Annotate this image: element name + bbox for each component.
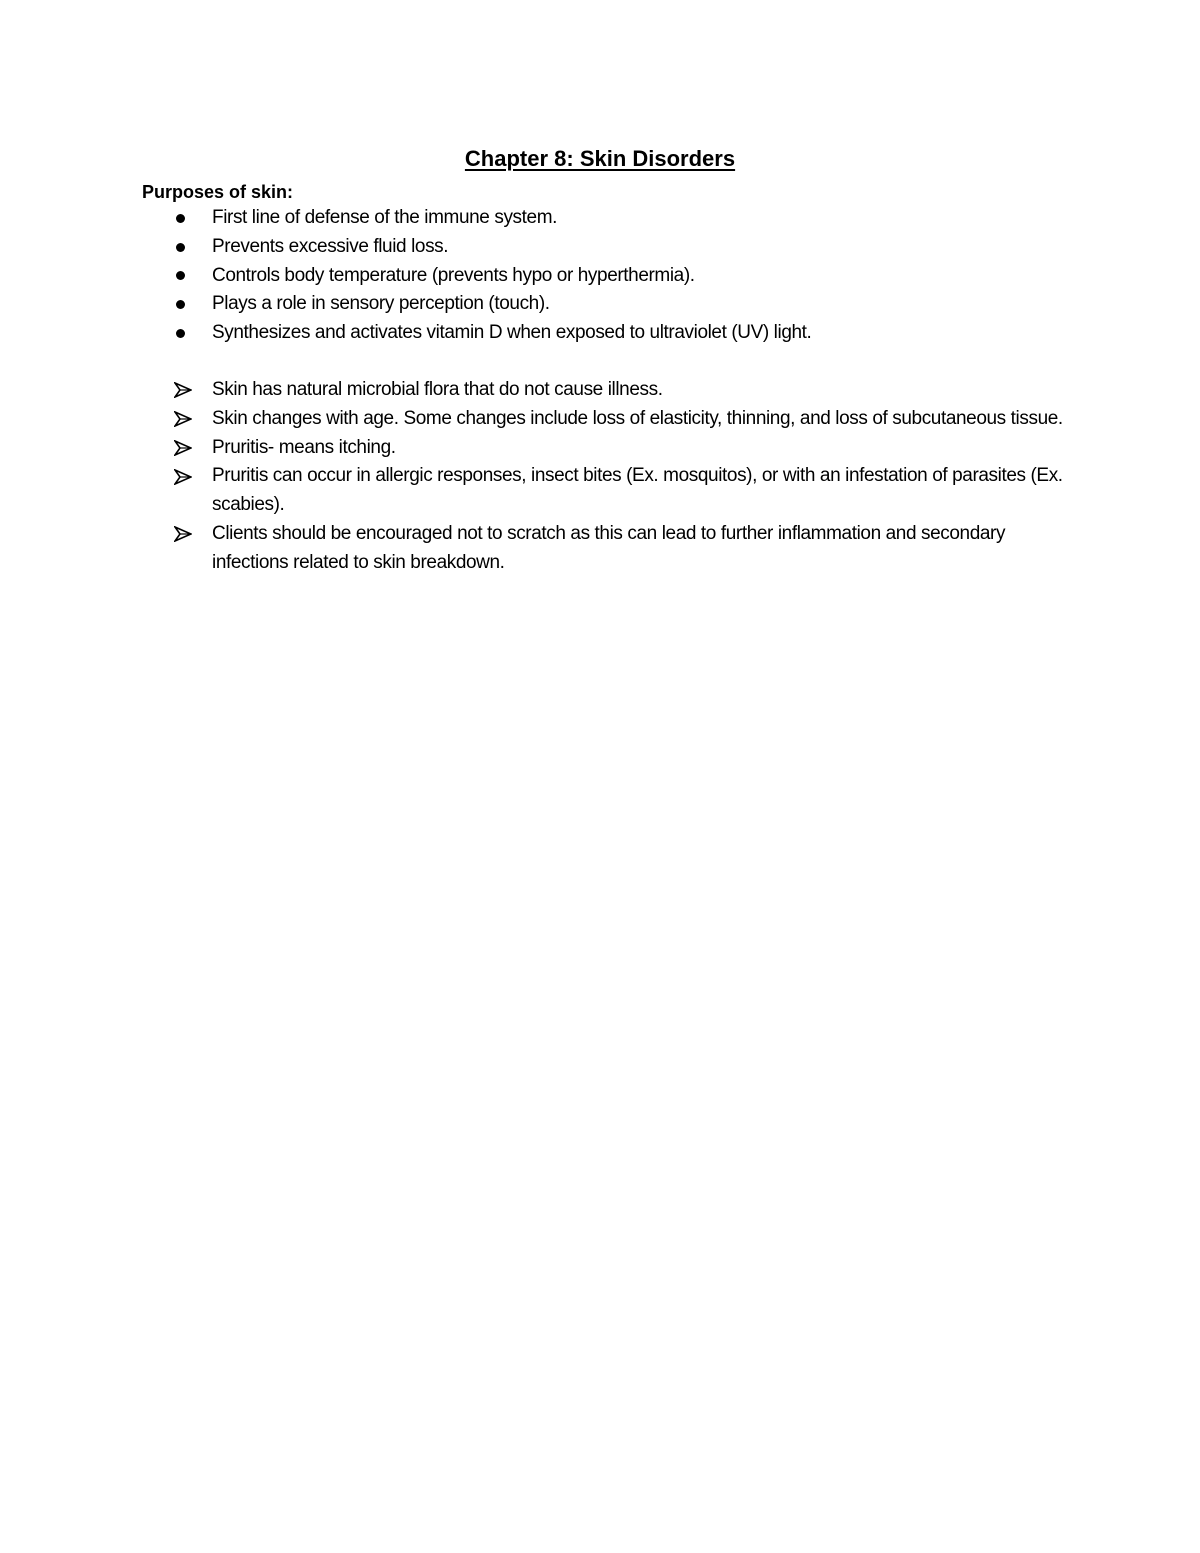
- bullet-icon: [174, 233, 185, 262]
- page-title-text: Chapter 8: Skin Disorders: [464, 146, 736, 171]
- list-item-text: Controls body temperature (prevents hypo or hyperthermia).: [212, 264, 695, 286]
- arrowhead-bullet-icon: [174, 376, 192, 405]
- bullet-icon: [174, 319, 185, 348]
- list-item: [0, 376, 1072, 405]
- list-item-text: First line of defense of the immune system.: [212, 207, 558, 228]
- list-item: [0, 405, 1072, 434]
- page-title: [0, 143, 1200, 175]
- list-item: [0, 319, 1072, 348]
- list-item-text: Synthesizes and activates vitamin D when exposed to ultraviolet (UV) light.: [212, 322, 812, 344]
- bullet-icon: [174, 290, 185, 319]
- list-item: [0, 290, 1072, 319]
- list-item: [0, 462, 1072, 520]
- section-heading: Purposes of skin:: [142, 182, 294, 202]
- list-item: [0, 520, 1072, 578]
- list-item-text: Skin changes with age. Some changes include loss of elasticity, thinning, and loss of subcutaneous tissue.: [212, 407, 1063, 429]
- list-item: [0, 434, 1072, 463]
- list-item-text: Prevents excessive fluid loss.: [212, 235, 449, 257]
- bullet-icon: [174, 262, 185, 291]
- arrowhead-bullet-icon: [174, 462, 192, 491]
- list-item: [0, 204, 1072, 233]
- list-item-text: Skin has natural microbial flora that do not cause illness.: [212, 379, 663, 400]
- list-item-text: Pruritis- means itching.: [212, 436, 396, 458]
- list-item: [0, 233, 1072, 262]
- list-item-text: Plays a role in sensory perception (touch).: [212, 293, 550, 315]
- list-item-text: Clients should be encouraged not to scratch as this can lead to further inflammation and secondary infections related to skin breakdown.: [212, 522, 1006, 573]
- arrow-list: [0, 376, 1072, 578]
- list-item: [0, 262, 1072, 291]
- bullet-list: [0, 204, 1072, 348]
- arrowhead-bullet-icon: [174, 405, 192, 434]
- arrowhead-bullet-icon: [174, 434, 192, 463]
- list-item-text: Pruritis can occur in allergic responses, insect bites (Ex. mosquitos), or with an infestation of parasites (Ex. scabies).: [212, 465, 1063, 516]
- bullet-icon: [174, 204, 185, 233]
- arrowhead-bullet-icon: [174, 520, 192, 549]
